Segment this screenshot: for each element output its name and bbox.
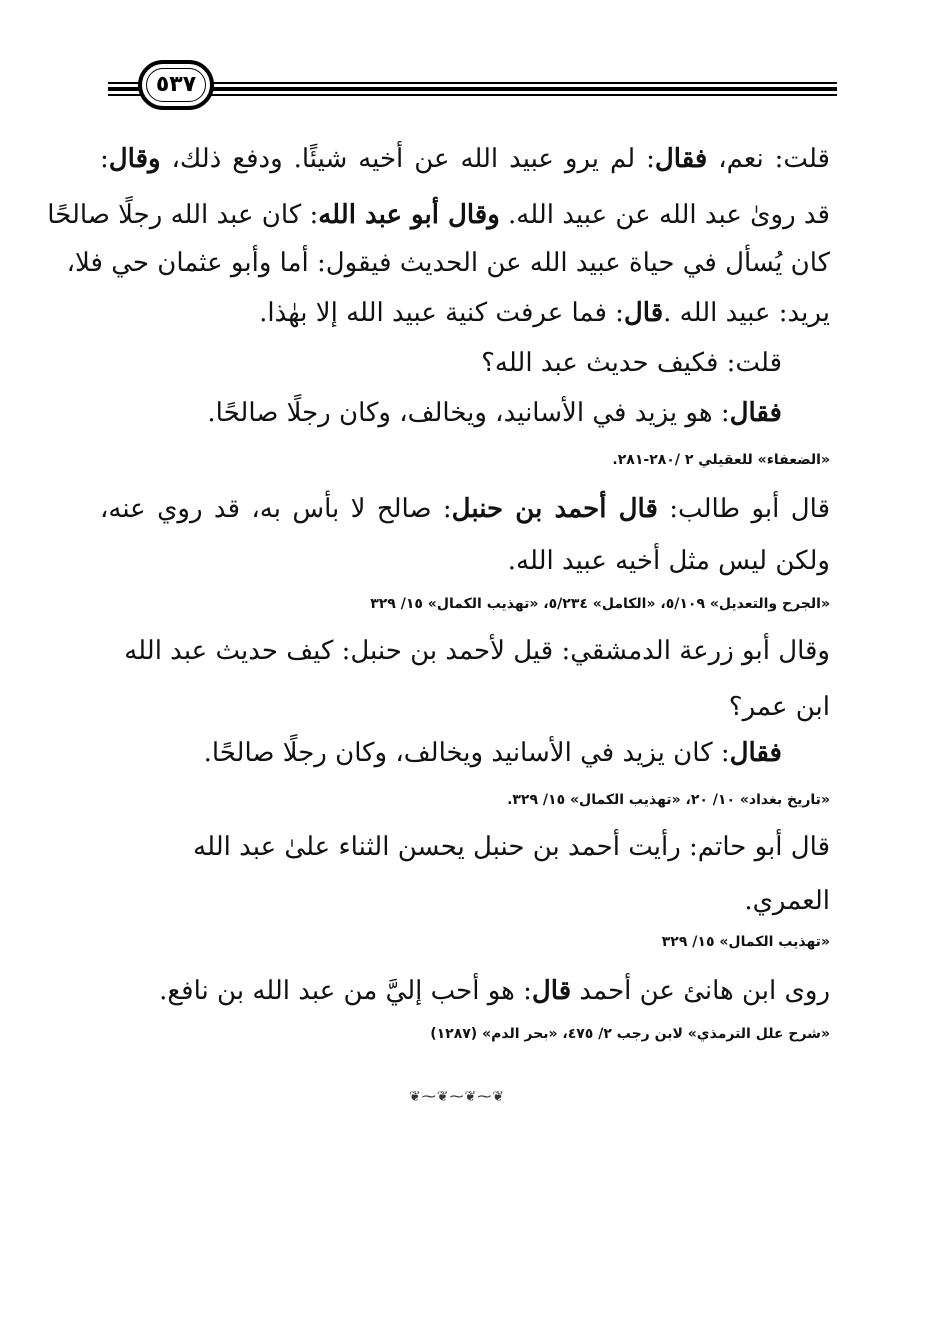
text-segment: يريد: عبيد الله .	[663, 298, 830, 328]
text-segment: قال أبو حاتم: رأيت أحمد بن حنبل يحسن الثناء علىٰ عبد الله	[193, 832, 830, 862]
text-line	[100, 298, 830, 328]
text-segment: :	[100, 144, 109, 174]
text-segment: روى ابن هانئ عن أحمد	[571, 976, 830, 1006]
text-segment: ولكن ليس مثل أخيه عبيد الله.	[507, 546, 830, 576]
page-number-frame	[138, 60, 214, 110]
source-citation	[100, 452, 830, 468]
bold-segment: وقال	[108, 144, 161, 174]
source-citation	[100, 596, 830, 612]
text-line	[100, 636, 830, 666]
text-segment: «تهذيب الكمال» ١٥/ ٣٢٩	[661, 934, 830, 950]
bold-segment: فقال	[654, 144, 708, 174]
text-segment: «الضعفاء» للعقيلي ٢ /٢٨٠-٢٨١.	[612, 452, 830, 468]
text-segment: : كان عبد الله رجلًا صالحًا	[47, 200, 319, 230]
text-line	[100, 976, 830, 1006]
text-segment: قلت: نعم،	[707, 144, 830, 174]
header-rule-top	[108, 82, 837, 84]
text-segment: : كان يزيد في الأسانيد ويخالف، وكان رجلًا صالحًا.	[203, 738, 730, 768]
bold-segment: قال	[531, 976, 572, 1006]
text-line	[66, 248, 830, 278]
bold-segment: قال أحمد بن حنبل	[451, 494, 658, 524]
text-segment: قال أبو طالب:	[657, 494, 830, 524]
source-citation	[100, 1026, 830, 1042]
text-line	[100, 348, 830, 378]
text-line	[100, 692, 830, 722]
text-segment: «الجرح والتعديل» ٥/١٠٩، «الكامل» ٥/٢٣٤، «تهذيب الكمال» ١٥/ ٣٢٩	[370, 596, 830, 612]
text-line	[100, 398, 830, 428]
text-segment: : لم يرو عبيد الله عن أخيه شيئًا. ودفع ذلك،	[160, 144, 655, 174]
page-number: ٥٣٧	[155, 72, 197, 97]
text-segment: وقال أبو زرعة الدمشقي: قيل لأحمد بن حنبل: كيف حديث عبد الله	[124, 636, 830, 666]
text-line	[100, 144, 830, 174]
text-line	[100, 832, 830, 862]
text-line	[100, 494, 830, 524]
text-segment: قلت: فكيف حديث عبد الله؟	[481, 348, 782, 378]
text-segment: : هو أحب إليَّ من عبد الله بن نافع.	[159, 976, 532, 1006]
text-line	[100, 546, 830, 576]
source-citation	[100, 792, 830, 808]
text-segment: «شرح علل الترمذي» لابن رجب ٢/ ٤٧٥، «بحر الدم» (١٢٨٧)	[430, 1026, 830, 1042]
text-segment: «تاريخ بغداد» ١٠/ ٢٠، «تهذيب الكمال» ١٥/ ٣٢٩.	[507, 792, 830, 808]
text-segment: : صالح لا بأس به، قد روي عنه،	[100, 494, 452, 524]
header-rule-middle	[108, 87, 837, 91]
text-line	[100, 886, 830, 916]
bold-segment: فقال	[729, 398, 782, 428]
text-line	[47, 200, 830, 230]
end-ornament: ❦⁓❦⁓❦⁓❦	[409, 1089, 505, 1105]
text-segment: العمري.	[744, 886, 830, 916]
text-line	[100, 738, 830, 768]
bold-segment: وقال أبو عبد الله	[318, 200, 500, 230]
source-citation	[100, 934, 830, 950]
bold-segment: قال	[623, 298, 664, 328]
text-segment: ابن عمر؟	[728, 692, 830, 722]
text-segment: : هو يزيد في الأسانيد، ويخالف، وكان رجلًا صالحًا.	[207, 398, 730, 428]
text-segment: قد رویٰ عبد الله عن عبيد الله.	[499, 200, 830, 230]
bold-segment: فقال	[729, 738, 782, 768]
header-rule-bottom	[108, 94, 837, 96]
text-segment: : فما عرفت كنية عبيد الله إلا بهٰذا.	[259, 298, 624, 328]
text-segment: كان يُسأل في حياة عبيد الله عن الحديث فيقول: أما وأبو عثمان حي فلا،	[66, 248, 830, 278]
